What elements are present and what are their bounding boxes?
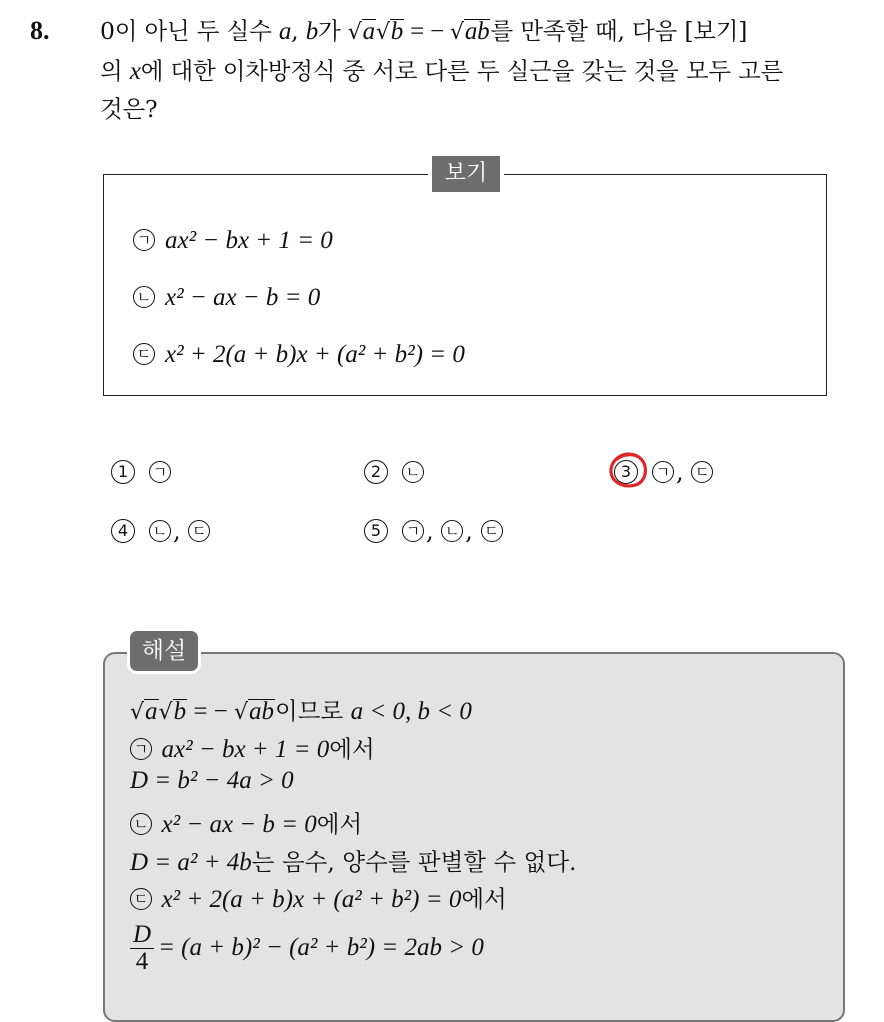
choice-number: 3 xyxy=(614,460,638,484)
fraction-denominator: 4 xyxy=(135,948,149,975)
solution-expr: ax² − bx + 1 = 0 xyxy=(161,736,330,763)
solution-text: 에서 xyxy=(316,810,363,838)
circled-mark: ㄷ xyxy=(188,520,210,542)
solution-expr: a < 0, b < 0 xyxy=(350,698,472,725)
sqrt-icon: √ xyxy=(347,20,362,45)
circled-mark: ㄱ xyxy=(402,520,424,542)
separator: , xyxy=(291,17,306,45)
equals-minus: = − xyxy=(404,18,451,45)
circled-mark: ㄴ xyxy=(402,461,424,483)
solution-line-3 xyxy=(130,766,294,795)
comma: , xyxy=(465,517,481,545)
choice-number: 2 xyxy=(364,460,388,484)
question-number: 8. xyxy=(30,16,50,45)
comma: , xyxy=(676,458,692,486)
circled-mark: ㄷ xyxy=(130,888,152,910)
sqrt-ab: ab xyxy=(464,18,490,45)
circled-mark: ㄴ xyxy=(133,286,155,308)
choice-5[interactable] xyxy=(364,517,505,545)
fraction xyxy=(130,922,154,975)
solution-text: 에서 xyxy=(329,735,375,763)
comma: , xyxy=(173,517,189,545)
bogi-tag: 보기 xyxy=(428,156,504,192)
circled-mark: ㄴ xyxy=(130,813,152,835)
solution-text: 는 음수, 양수를 판별할 수 없다. xyxy=(251,848,577,876)
solution-expr: D = b² − 4a > 0 xyxy=(130,767,294,794)
solution-expr: x² − ax − b = 0 xyxy=(161,811,317,838)
circled-mark: ㄷ xyxy=(481,520,503,542)
question-line-2 xyxy=(100,54,783,89)
sqrt-b: b xyxy=(173,698,187,725)
sqrt-icon: √ xyxy=(234,700,249,725)
circled-mark: ㄴ xyxy=(441,520,463,542)
sqrt-a: a xyxy=(362,18,375,45)
sqrt-b: b xyxy=(390,18,404,45)
question-text: 0이 아닌 두 실수 xyxy=(100,17,279,45)
solution-line-6 xyxy=(130,880,507,914)
solution-text: 에서 xyxy=(461,885,507,913)
choice-number: 4 xyxy=(111,519,135,543)
sqrt-icon: √ xyxy=(450,20,464,45)
answer-circle-icon xyxy=(607,451,649,491)
equals-minus: = − xyxy=(187,698,235,725)
var-x: x xyxy=(129,58,141,85)
question-text: 가 xyxy=(318,17,348,45)
sqrt-ab: ab xyxy=(249,698,275,725)
bogi-expr: x² + 2(a + b)x + (a² + b²) = 0 xyxy=(165,341,465,368)
solution-line-7 xyxy=(130,922,484,975)
question-text: 를 만족할 때, 다음 [보기] xyxy=(490,17,748,45)
choice-number: 5 xyxy=(364,519,388,543)
solution-text: 이므로 xyxy=(275,697,351,725)
bogi-expr: x² − ax − b = 0 xyxy=(165,284,321,311)
circled-mark: ㄱ xyxy=(149,461,171,483)
sqrt-a: a xyxy=(145,698,158,725)
choice-number: 1 xyxy=(111,460,135,484)
question-line-3: 것은? xyxy=(100,95,158,123)
solution-expr: x² + 2(a + b)x + (a² + b²) = 0 xyxy=(161,886,462,913)
sqrt-icon: √ xyxy=(375,20,390,45)
sqrt-icon: √ xyxy=(130,700,145,725)
var-b: b xyxy=(305,18,319,45)
sqrt-icon: √ xyxy=(158,700,173,725)
choice-2[interactable] xyxy=(364,458,426,486)
solution-line-2 xyxy=(130,730,375,764)
choice-1[interactable] xyxy=(111,458,173,486)
circled-mark: ㄱ xyxy=(652,461,674,483)
bogi-item-2 xyxy=(133,283,320,312)
bogi-item-1 xyxy=(133,226,333,255)
solution-expr: D = a² + 4b xyxy=(130,849,252,876)
circled-mark: ㄷ xyxy=(133,343,155,365)
question-line-1 xyxy=(100,14,747,50)
circled-mark: ㄱ xyxy=(130,738,152,760)
question-text: 의 xyxy=(100,57,130,85)
var-a: a xyxy=(278,18,292,45)
comma: , xyxy=(426,517,442,545)
circled-mark: ㄴ xyxy=(149,520,171,542)
solution-tag: 해설 xyxy=(127,628,201,674)
bogi-expr: ax² − bx + 1 = 0 xyxy=(165,227,333,254)
solution-line-1 xyxy=(130,692,472,726)
choice-4[interactable] xyxy=(111,517,212,545)
bogi-item-3 xyxy=(133,340,465,369)
question-text: 에 대한 이차방정식 중 서로 다른 두 실근을 갖는 것을 모두 고른 xyxy=(140,57,784,85)
solution-expr: = (a + b)² − (a² + b²) = 2ab > 0 xyxy=(158,934,484,961)
circled-mark: ㄱ xyxy=(133,229,155,251)
solution-line-4 xyxy=(130,805,362,839)
solution-line-5 xyxy=(130,843,577,877)
circled-mark: ㄷ xyxy=(691,461,713,483)
fraction-numerator: D xyxy=(130,922,154,949)
